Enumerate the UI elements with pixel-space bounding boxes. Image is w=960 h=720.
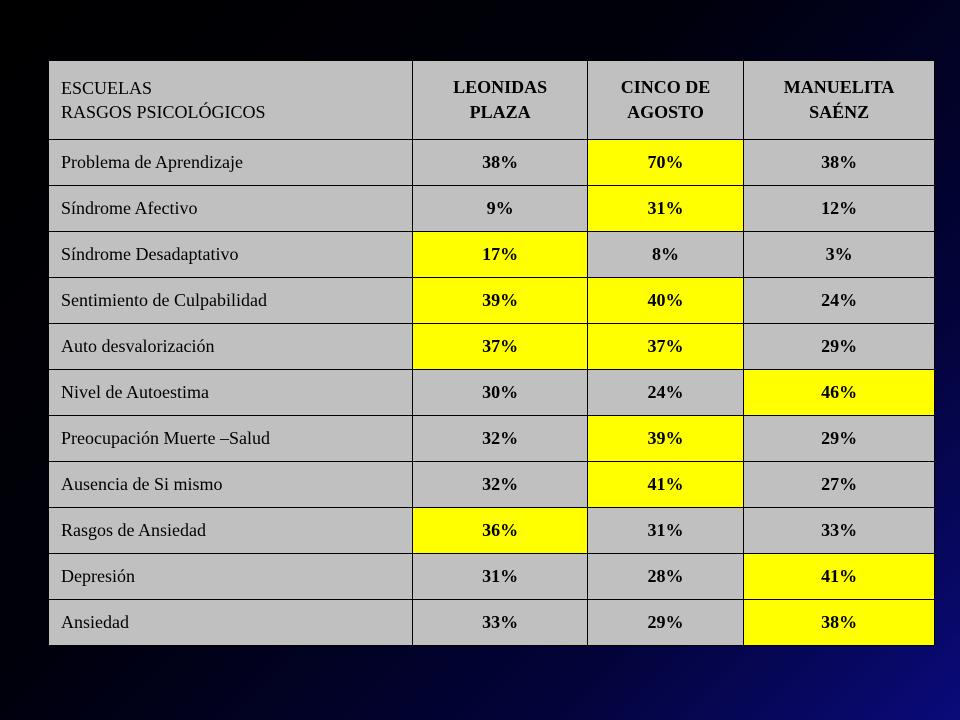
row-label: Rasgos de Ansiedad	[49, 508, 413, 554]
table-header-row	[49, 61, 935, 140]
header-col-line: PLAZA	[469, 102, 531, 122]
value-cell: 9%	[413, 186, 588, 232]
row-label: Síndrome Afectivo	[49, 186, 413, 232]
value-cell: 38%	[413, 140, 588, 186]
value-cell: 3%	[744, 232, 935, 278]
row-label: Auto desvalorización	[49, 324, 413, 370]
header-col-cinco-de-agosto	[587, 61, 743, 140]
value-cell: 29%	[744, 416, 935, 462]
value-cell: 40%	[587, 278, 743, 324]
table-row	[49, 462, 935, 508]
table-row	[49, 140, 935, 186]
header-col-line: MANUELITA	[783, 76, 895, 97]
header-col-line: SAÉNZ	[809, 102, 870, 122]
header-col-manuelita-saenz	[744, 61, 935, 140]
value-cell: 31%	[587, 186, 743, 232]
table-row	[49, 600, 935, 646]
header-col-line: LEONIDAS	[453, 76, 548, 97]
header-schools-label: ESCUELAS	[61, 77, 153, 98]
table-row	[49, 324, 935, 370]
value-cell: 8%	[587, 232, 743, 278]
value-cell: 24%	[744, 278, 935, 324]
value-cell: 41%	[587, 462, 743, 508]
value-cell: 36%	[413, 508, 588, 554]
value-cell: 29%	[744, 324, 935, 370]
value-cell: 41%	[744, 554, 935, 600]
value-cell: 17%	[413, 232, 588, 278]
row-label: Nivel de Autoestima	[49, 370, 413, 416]
psych-traits-table	[48, 60, 935, 646]
header-col-line: CINCO DE	[620, 76, 711, 97]
value-cell: 37%	[587, 324, 743, 370]
value-cell: 46%	[744, 370, 935, 416]
value-cell: 28%	[587, 554, 743, 600]
value-cell: 39%	[413, 278, 588, 324]
header-corner-cell	[49, 61, 413, 140]
value-cell: 32%	[413, 462, 588, 508]
table-row	[49, 416, 935, 462]
value-cell: 38%	[744, 140, 935, 186]
value-cell: 39%	[587, 416, 743, 462]
header-col-leonidas-plaza	[413, 61, 588, 140]
value-cell: 31%	[413, 554, 588, 600]
header-traits-label: RASGOS PSICOLÓGICOS	[61, 102, 266, 122]
value-cell: 33%	[413, 600, 588, 646]
row-label: Ansiedad	[49, 600, 413, 646]
table-row	[49, 554, 935, 600]
value-cell: 70%	[587, 140, 743, 186]
value-cell: 37%	[413, 324, 588, 370]
row-label: Ausencia de Si mismo	[49, 462, 413, 508]
value-cell: 27%	[744, 462, 935, 508]
table-row	[49, 370, 935, 416]
header-col-line: AGOSTO	[627, 102, 704, 122]
value-cell: 24%	[587, 370, 743, 416]
row-label: Depresión	[49, 554, 413, 600]
row-label: Síndrome Desadaptativo	[49, 232, 413, 278]
table-row	[49, 232, 935, 278]
table-row	[49, 508, 935, 554]
value-cell: 30%	[413, 370, 588, 416]
value-cell: 12%	[744, 186, 935, 232]
value-cell: 33%	[744, 508, 935, 554]
row-label: Sentimiento de Culpabilidad	[49, 278, 413, 324]
table-row	[49, 186, 935, 232]
value-cell: 31%	[587, 508, 743, 554]
row-label: Problema de Aprendizaje	[49, 140, 413, 186]
table-row	[49, 278, 935, 324]
value-cell: 32%	[413, 416, 588, 462]
row-label: Preocupación Muerte –Salud	[49, 416, 413, 462]
value-cell: 29%	[587, 600, 743, 646]
value-cell: 38%	[744, 600, 935, 646]
